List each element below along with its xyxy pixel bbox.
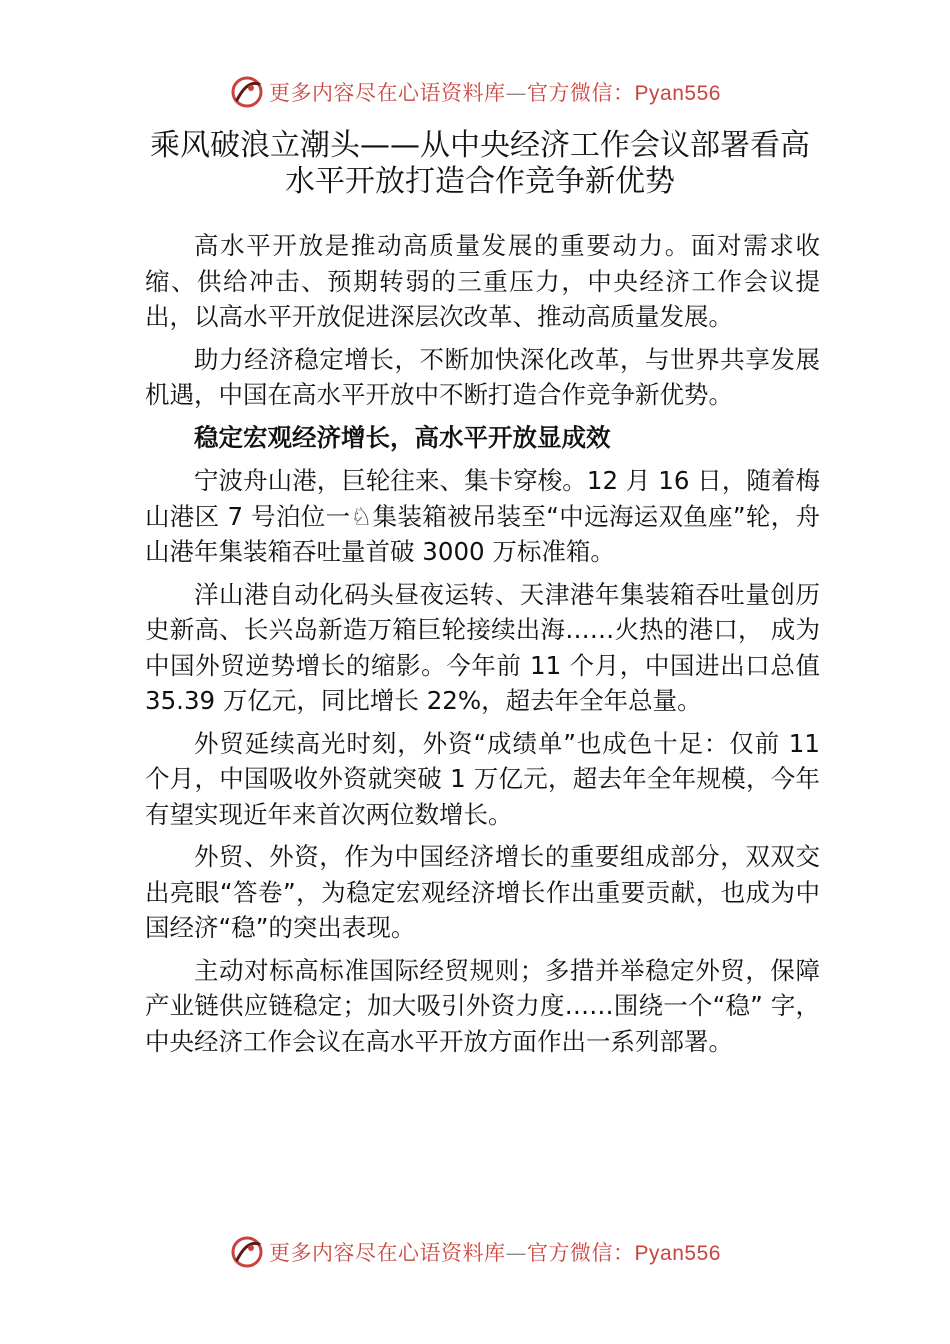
section-heading: 稳定宏观经济增长，高水平开放显成效 — [194, 422, 611, 452]
banner-main-text: 更多内容尽在心语资料库 — [269, 1241, 506, 1265]
brush-circle-logo-icon — [229, 74, 265, 110]
page-title — [140, 128, 820, 200]
banner-account: Pyan556 — [634, 82, 721, 105]
footer-banner-text — [269, 1237, 721, 1267]
brush-circle-logo-icon — [229, 1234, 265, 1270]
paragraph: 洋山港自动化码头昼夜运转、天津港年集装箱吞吐量创历史新高、长兴岛新造万箱巨轮接续出海……火热的港口， 成为中国外贸逆势增长的缩影。今年前 11 个月，中国进出口总值 35.39 万亿元，同比增长 22%，超去年全年总量。 — [145, 579, 820, 715]
banner-account-label: 官方微信： — [527, 1241, 635, 1265]
banner-account: Pyan556 — [634, 1242, 721, 1265]
title-line-2: 水平开放打造合作竞争新优势 — [285, 164, 675, 199]
paragraph: 外贸、外资，作为中国经济增长的重要组成部分，双双交出亮眼“答卷”，为稳定宏观经济增长作出重要贡献，也成为中国经济“稳”的突出表现。 — [145, 842, 820, 942]
banner-separator: — — [505, 1241, 528, 1265]
header-banner-text — [269, 77, 721, 107]
paragraph: 高水平开放是推动高质量发展的重要动力。面对需求收缩、供给冲击、预期转弱的三重压力，中央经济工作会议提出，以高水平开放促进深层次改革、推动高质量发展。 — [145, 231, 820, 331]
banner-account-label: 官方微信： — [527, 81, 635, 105]
article-body — [145, 228, 820, 1066]
header-banner — [0, 72, 950, 112]
paragraph: 主动对标高标准国际经贸规则；多措并举稳定外贸，保障产业链供应链稳定；加大吸引外资力度……围绕一个“稳” 字，中央经济工作会议在高水平开放方面作出一系列部署。 — [145, 955, 820, 1056]
paragraph: 宁波舟山港，巨轮往来、集卡穿梭。12 月 16 日，随着梅山港区 7 号泊位一♘集装箱被吊装至“中远海运双鱼座”轮，舟山港年集装箱吞吐量首破 3000 万标准箱。 — [145, 466, 820, 566]
paragraph: 外贸延续高光时刻，外资“成绩单”也成色十足：仅前 11 个月，中国吸收外资就突破 1 万亿元，超去年全年规模，今年有望实现近年来首次两位数增长。 — [145, 728, 820, 829]
banner-separator: — — [505, 81, 528, 105]
paragraph: 助力经济稳定增长，不断加快深化改革，与世界共享发展机遇，中国在高水平开放中不断打造合作竞争新优势。 — [145, 344, 820, 409]
footer-banner — [0, 1232, 950, 1272]
title-line-1: 乘风破浪立潮头——从中央经济工作会议部署看高 — [150, 128, 810, 163]
banner-main-text: 更多内容尽在心语资料库 — [269, 81, 506, 105]
